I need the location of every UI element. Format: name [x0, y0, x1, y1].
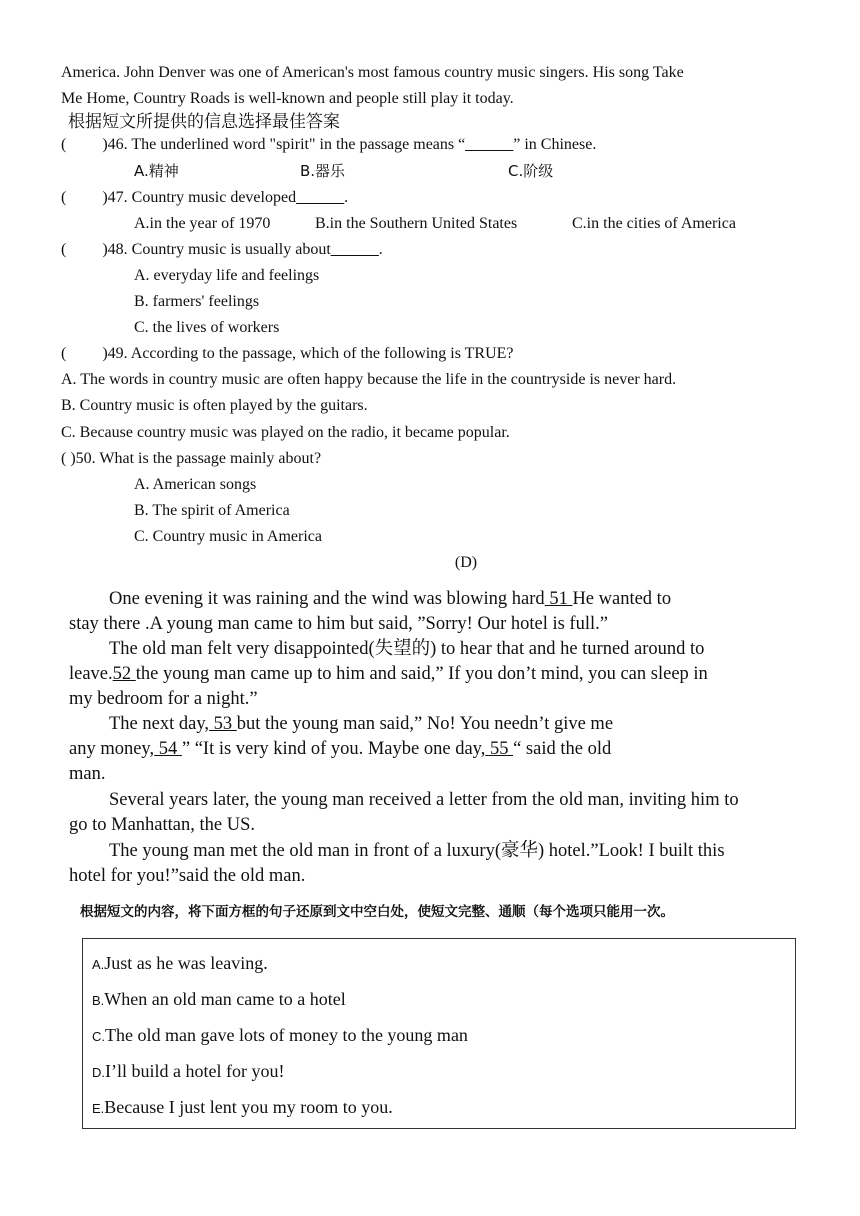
- option-text: Just as he was leaving.: [104, 953, 268, 973]
- option-b: [92, 987, 346, 1013]
- options-box: [82, 938, 796, 1129]
- option-label: A.: [92, 957, 105, 972]
- option-label: E.: [92, 1101, 105, 1116]
- option-e: [92, 1095, 393, 1121]
- story-text: He wanted to: [572, 589, 672, 609]
- option-text: The old man gave lots of money to the young man: [105, 1025, 468, 1045]
- story-line-3: The old man felt very disappointed(失望的) to hear that and he turned around to: [109, 639, 705, 659]
- story-line-5: my bedroom for a night.”: [69, 689, 258, 709]
- blank-53: 53: [209, 714, 237, 734]
- question-48: [61, 240, 383, 260]
- question-tail: ” in Chinese.: [513, 136, 597, 153]
- story-text: The next day,: [109, 714, 209, 734]
- question-end: .: [344, 189, 349, 206]
- question-50: ( )50. What is the passage mainly about?: [61, 450, 322, 467]
- option-49-b: B. Country music is often played by the guitars.: [61, 397, 368, 414]
- option-47-c: C.in the cities of America: [572, 215, 736, 232]
- passage-line-2: Me Home, Country Roads is well-known and people still play it today.: [61, 90, 514, 107]
- question-end: .: [378, 241, 383, 258]
- option-48-b: B. farmers' feelings: [134, 293, 260, 310]
- story-text: One evening it was raining and the wind was blowing hard: [109, 589, 545, 609]
- question-49: [61, 344, 514, 364]
- blank-51: 51: [544, 589, 573, 609]
- story-text: the young man came up to him and said,” If you don’t mind, you can sleep in: [135, 664, 708, 684]
- question-stem: )46. The underlined word "spirit" in the passage means “: [102, 136, 466, 153]
- answer-paren: (: [61, 136, 67, 153]
- story-text: but the young man said,” No! You needn’t give me: [236, 714, 614, 734]
- option-50-b: B. The spirit of America: [134, 502, 290, 519]
- story-line-4: [69, 662, 708, 686]
- option-text: When an old man came to a hotel: [104, 989, 346, 1009]
- option-49-a: A. The words in country music are often happy because the life in the countryside is never hard.: [61, 371, 677, 388]
- story-line-6: [109, 712, 613, 736]
- option-label: D.: [92, 1065, 105, 1080]
- option-48-c: C. the lives of workers: [134, 319, 280, 336]
- instruction-fill-blanks: 根据短文的内容，将下面方框的句子还原到文中空白处，使短文完整、通顺（每个选项只能用一次。: [80, 904, 674, 920]
- story-line-10: go to Manhattan, the US.: [69, 815, 256, 835]
- passage-line-1: America. John Denver was one of American's most famous country music singers. His song Take: [61, 64, 684, 81]
- story-line-7: [69, 737, 611, 761]
- answer-blank: ______: [296, 189, 345, 206]
- story-text: any money,: [69, 739, 155, 759]
- option-46-a: A.精神: [134, 162, 179, 180]
- section-heading: (D): [454, 554, 478, 571]
- option-label: C.: [92, 1029, 105, 1044]
- option-text: I’ll build a hotel for you!: [105, 1061, 285, 1081]
- answer-paren: (: [61, 189, 67, 206]
- option-47-a: A.in the year of 1970: [134, 215, 271, 232]
- answer-blank: ______: [330, 241, 379, 258]
- story-line-8: man.: [69, 764, 106, 784]
- question-stem: )47. Country music developed: [102, 189, 297, 206]
- blank-55: 55: [485, 739, 514, 759]
- answer-paren: (: [61, 345, 67, 362]
- option-49-c: C. Because country music was played on the radio, it became popular.: [61, 424, 510, 441]
- option-46-c: C.阶级: [508, 162, 554, 180]
- option-48-a: A. everyday life and feelings: [134, 267, 320, 284]
- option-47-b: B.in the Southern United States: [315, 215, 518, 232]
- option-46-b: B.器乐: [300, 162, 346, 180]
- blank-54: 54: [154, 739, 182, 759]
- option-c: [92, 1023, 468, 1049]
- story-text: ” “It is very kind of you. Maybe one day,: [181, 739, 486, 759]
- option-d: [92, 1059, 284, 1085]
- question-47: [61, 188, 348, 208]
- story-line-2: stay there .A young man came to him but said, ”Sorry! Our hotel is full.”: [69, 614, 608, 634]
- question-stem: )48. Country music is usually about: [102, 241, 331, 258]
- story-line-1: [109, 587, 671, 611]
- story-line-11: The young man met the old man in front of a luxury(豪华) hotel.”Look! I built this: [109, 841, 725, 861]
- blank-52: 52: [112, 664, 136, 684]
- option-50-a: A. American songs: [134, 476, 257, 493]
- option-a: [92, 951, 268, 977]
- story-line-12: hotel for you!”said the old man.: [69, 866, 306, 886]
- story-text: “ said the old: [513, 739, 612, 759]
- answer-blank: ______: [465, 136, 514, 153]
- option-label: B.: [92, 993, 105, 1008]
- story-text: leave.: [69, 664, 113, 684]
- story-line-9: Several years later, the young man received a letter from the old man, inviting him to: [109, 790, 739, 810]
- option-text: Because I just lent you my room to you.: [104, 1097, 393, 1117]
- instruction-heading: 根据短文所提供的信息选择最佳答案: [68, 112, 340, 132]
- question-stem: )49. According to the passage, which of the following is TRUE?: [102, 345, 514, 362]
- question-46: [61, 135, 596, 155]
- option-50-c: C. Country music in America: [134, 528, 322, 545]
- answer-paren: (: [61, 241, 67, 258]
